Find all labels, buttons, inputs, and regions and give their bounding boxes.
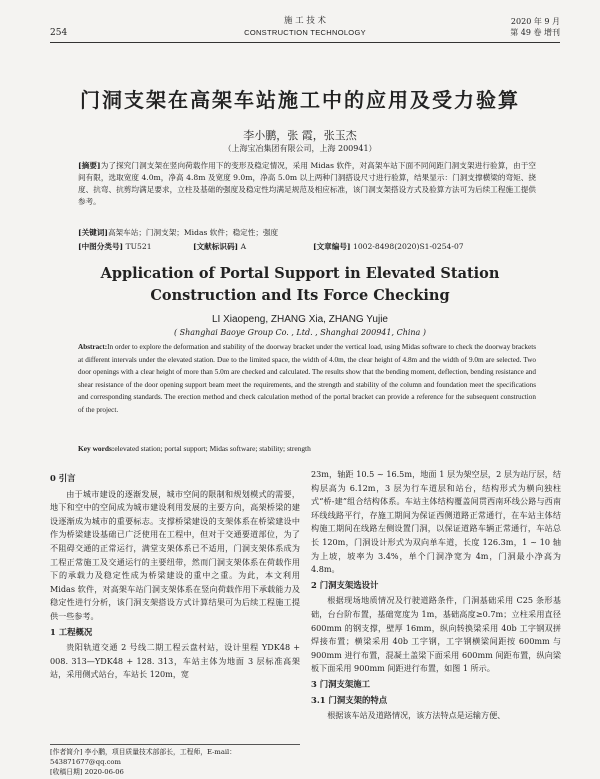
title-cn: 门洞支架在高架车站施工中的应用及受力验算 bbox=[80, 88, 520, 112]
footnote-author-info: [作者简介] 李小鹏，项目质量技术部部长，工程师，E-mail：543871677@qq.com bbox=[50, 748, 237, 766]
authors-cn: 李小鹏，张 霞，张玉杰 bbox=[243, 129, 357, 142]
doc-code-value: A bbox=[240, 242, 247, 251]
keywords-cn-label: [关键词] bbox=[78, 228, 108, 237]
clc-label: [中图分类号] bbox=[78, 242, 124, 251]
issue-info bbox=[510, 16, 560, 38]
article-no-value: 1002-8498(2020)S1-0254-07 bbox=[352, 242, 464, 251]
affiliation-en: ( Shanghai Baoye Group Co. , Ltd. , Shanghai 200941, China ) bbox=[173, 328, 426, 337]
journal-name-cn: 施 工 技 术 bbox=[283, 16, 327, 26]
article-no-label: [文章编号] bbox=[313, 242, 351, 251]
footnote bbox=[50, 744, 300, 777]
section-2-heading: 2 门洞支架选设计 bbox=[311, 579, 379, 590]
keywords-cn bbox=[78, 227, 536, 239]
right-column bbox=[311, 468, 561, 723]
abstract-en-text: In order to explore the deformation and stability of the doorway bracket under the vertical load, using Midas software to check the doorway brackets at different intervals under the elevated station. Due to the limited space, the width of 4.0m, the clear height of 4.8m and the width of 9.0m are selected. Two door openings with a clear height of more than 5.0m are checked and calculated. The results show that the bending moment, deflection, bending resistance and shear resistance of the door opening support beam meet the requirements, and the strength and stability of the column and foundation meet the specifications and corresponding standards. The erection method and check calculation method of the portal bracket can provide a reference for the subsequent construction of the project. bbox=[78, 343, 536, 414]
issue-date: 2020 年 9 月 bbox=[510, 17, 560, 26]
page-number: 254 bbox=[50, 28, 68, 38]
section-1-continued: 23m，轴距 10.5 ~ 16.5m，地面 1 层为架空层，2 层为站厅层，结构层高为 6.12m，3 层为行车道层和站台，结构形式为横向独柱式“桥-建”组合结构体系。车站主体结构覆盖间贯西南环线公路与西南环线线路平行，存施工期间为保证西侧道路正常通行，在车站主体结构施工期间在线路左侧设置门洞，以保证道路车辆正常通行，车站总长 120m，门洞设计形式为双向单车道，长度 126.3m，1 ~ 10 轴为上坡，坡率为 3.4%，单个门洞净宽为 4m，门洞最小净高为 4.8m。 bbox=[311, 469, 561, 575]
abstract-cn-label: [摘要] bbox=[78, 161, 101, 170]
abstract-en-label: Abstract: bbox=[78, 343, 108, 351]
section-3-1-heading: 3.1 门洞支架的特点 bbox=[311, 694, 388, 705]
title-en-line2: Construction and Its Force Checking bbox=[150, 287, 450, 304]
keywords-en bbox=[78, 444, 536, 453]
running-header bbox=[50, 14, 560, 43]
section-0-paragraph: 由于城市建设的逐渐发展，城市空间的限制和规划模式的需要，地下和空中的空间成为城市建设利用发展的主要方向，高架桥梁的建设逐渐成为城市的重要标志。支撑桥梁建设的支架体系在桥梁建设中作为桥梁建设基础已广泛使用在工程中，但对于交通要道部位，为了不阻碍交通的正常运行，满堂支架体系已不适用，门洞支架体系成为工程正常施工及交通运行的主要纽带，然而门洞支架体系在荷载作用下的承载力及稳定性成为桥梁建设的重中之重。为此，本文利用 Midas 软件，对高架车站门洞支架体系在竖向荷载作用下承载能力及稳定性进行分析，该门洞支架搭设方式计算结果可为后续工程施工提供一些参考。 bbox=[50, 488, 300, 621]
footnote-received-date: [收稿日期] 2020-06-06 bbox=[50, 768, 124, 776]
keywords-en-text: elevated station; portal support; Midas software; stability; strength bbox=[114, 444, 311, 453]
authors-en: LI Xiaopeng, ZHANG Xia, ZHANG Yujie bbox=[211, 314, 388, 325]
left-column bbox=[50, 470, 300, 682]
section-0-heading: 0 引言 bbox=[50, 473, 76, 483]
title-en-line1: Application of Portal Support in Elevated Station bbox=[100, 265, 500, 282]
title-en bbox=[0, 263, 600, 307]
section-2-paragraph: 根据现场地质情况及行驶道路条件，门洞基础采用 C25 条形基础，台台阶布置，基础宽度为 1m，基础高度≥0.7m；立柱采用直径 600mm 的钢支撑，壁厚 16mm，纵向转换梁采用 40b 工字钢双拼焊接布置；横梁采用 40b 工字钢，工字钢横梁间距按 600mm 与 900mm 进行布置，混凝土盖梁下面采用 600mm 间距布置，纵向梁板下面采用 900mm 间距进行布置，如图 1 所示。 bbox=[311, 595, 561, 674]
section-3-1-paragraph: 根据该车站及道路情况，该方法特点是运输方便、 bbox=[327, 710, 506, 721]
keywords-en-label: Key words: bbox=[78, 444, 115, 453]
abstract-cn bbox=[78, 160, 536, 208]
keywords-cn-text: 高架车站；门洞支架；Midas 软件；稳定性；强度 bbox=[107, 228, 279, 237]
clc-value: TU521 bbox=[125, 242, 152, 251]
abstract-en bbox=[78, 341, 536, 416]
abstract-cn-text: 为了探究门洞支架在竖向荷载作用下的变形及稳定情况，采用 Midas 软件，对高架车站下面不同间距门洞支架进行验算，由于空间有限，选取宽度 4.0m，净高 4.8m 及宽度 9.0m，净高 5.0m 以上两种门洞搭设尺寸进行验算，结果显示：门洞支撑横梁的弯矩、挠度、抗弯、抗剪均满足要求，立柱及基础的强度及稳定性均满足规范及相应标准，该门洞支架搭设方式及验算方法可为后续工程施工提供参考。 bbox=[78, 161, 536, 206]
doc-code-label: [文献标识码] bbox=[193, 242, 239, 251]
issue-volume: 第 49 卷 增刊 bbox=[510, 28, 560, 37]
journal-name bbox=[50, 16, 560, 38]
section-1-paragraph: 贵阳轨道交通 2 号线二期工程云盘村站，设计里程 YDK48 + 008. 313—YDK48 + 128. 313，车站主体为地面 3 层标准高架站，采用侧式站台，车站长 120m，宽 bbox=[50, 642, 300, 680]
section-3-heading: 3 门洞支架施工 bbox=[311, 678, 370, 689]
journal-name-en: CONSTRUCTION TECHNOLOGY bbox=[244, 28, 366, 37]
section-1-heading: 1 工程概况 bbox=[50, 626, 93, 637]
affiliation-cn: （上海宝冶集团有限公司，上海 200941） bbox=[223, 144, 377, 153]
classification-line bbox=[78, 241, 536, 253]
